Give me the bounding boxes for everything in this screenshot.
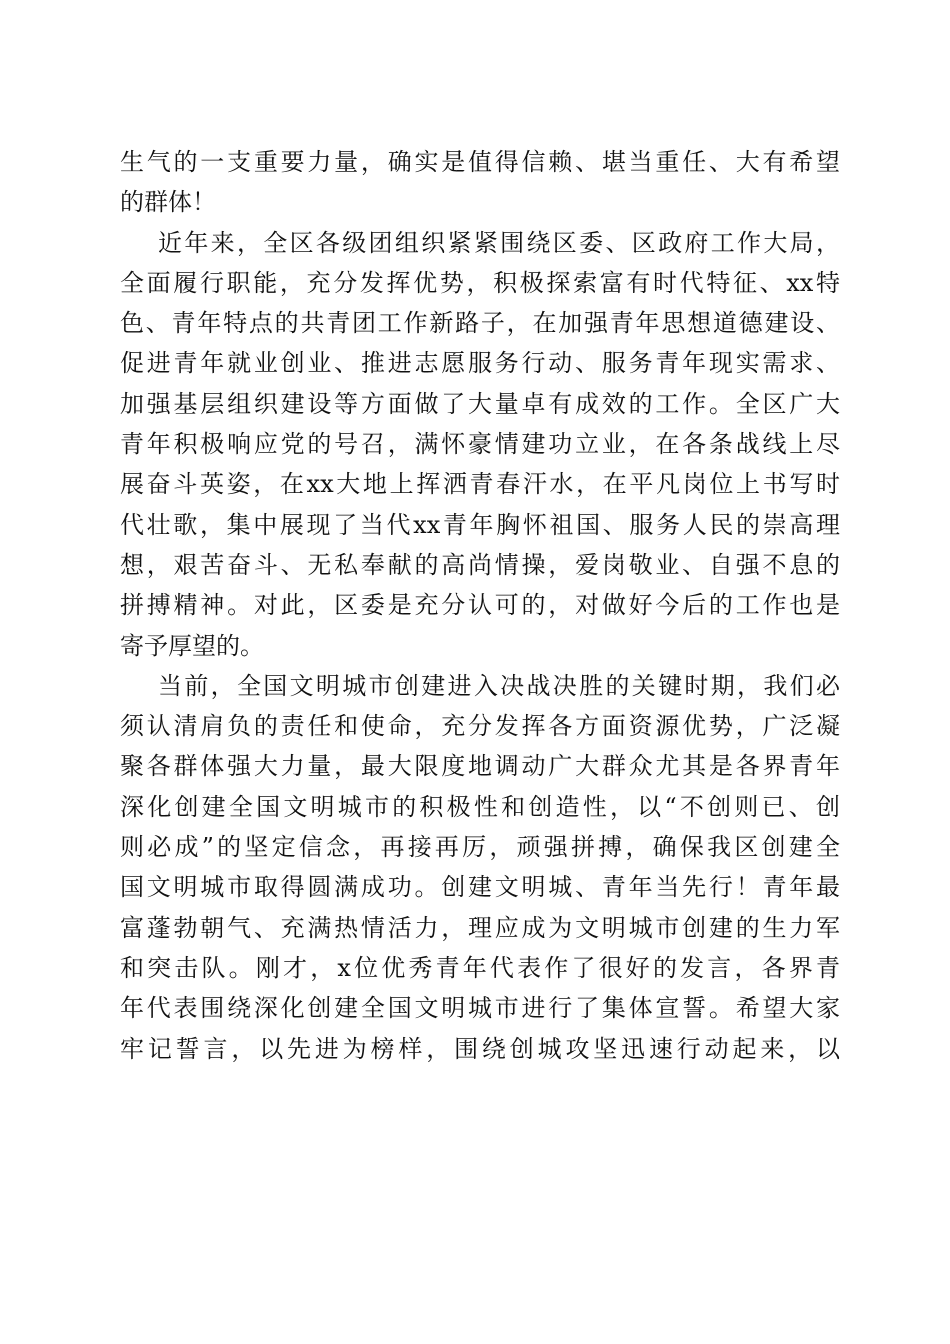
body-text — [120, 142, 840, 1069]
text-line: 青年积极响应党的号召，满怀豪情建功立业，在各条战线上尽 — [120, 430, 840, 459]
text-line: 色、青年特点的共青团工作新路子，在加强青年思想道德建设、 — [120, 309, 840, 338]
text-line: 聚各群体强大力量，最大限度地调动广大群众尤其是各界青年 — [120, 752, 840, 781]
text-line: 代壮歌，集中展现了当代xx青年胸怀祖国、服务人民的崇高理 — [120, 510, 840, 539]
text-line: 富蓬勃朝气、充满热情活力，理应成为文明城市创建的生力军 — [120, 913, 840, 942]
text-line: 寄予厚望的。 — [120, 631, 264, 660]
text-line: 牢记誓言，以先进为榜样，围绕创城攻坚迅速行动起来，以 — [120, 1034, 840, 1063]
text-line: 拼搏精神。对此，区委是充分认可的，对做好今后的工作也是 — [120, 591, 840, 620]
text-line: 加强基层组织建设等方面做了大量卓有成效的工作。全区广大 — [120, 389, 840, 418]
text-line: 则必成”的坚定信念，再接再厉，顽强拼搏，确保我区创建全 — [120, 833, 840, 862]
text-line: 须认清肩负的责任和使命，充分发挥各方面资源优势，广泛凝 — [120, 712, 840, 741]
text-line: 想，艰苦奋斗、无私奉献的高尚情操，爱岗敬业、自强不息的 — [120, 550, 840, 579]
text-line: 展奋斗英姿，在xx大地上挥洒青春汗水，在平凡岗位上书写时 — [120, 470, 840, 499]
text-line: 国文明城市取得圆满成功。创建文明城、青年当先行！青年最 — [120, 873, 840, 902]
text-line: 和突击队。刚才，x位优秀青年代表作了很好的发言，各界青 — [120, 953, 840, 982]
text-line: 当前，全国文明城市创建进入决战决胜的关键时期，我们必 — [158, 671, 840, 700]
text-line: 全面履行职能，充分发挥优势，积极探索富有时代特征、xx特 — [120, 268, 840, 297]
text-line: 生气的一支重要力量，确实是值得信赖、堪当重任、大有希望 — [120, 148, 840, 176]
text-line: 的群体！ — [120, 188, 216, 217]
text-line: 深化创建全国文明城市的积极性和创造性，以“不创则已、创 — [120, 792, 840, 821]
text-line: 近年来，全区各级团组织紧紧围绕区委、区政府工作大局， — [158, 228, 840, 257]
text-line: 年代表围绕深化创建全国文明城市进行了集体宣誓。希望大家 — [120, 994, 840, 1023]
text-line: 促进青年就业创业、推进志愿服务行动、服务青年现实需求、 — [120, 349, 840, 378]
